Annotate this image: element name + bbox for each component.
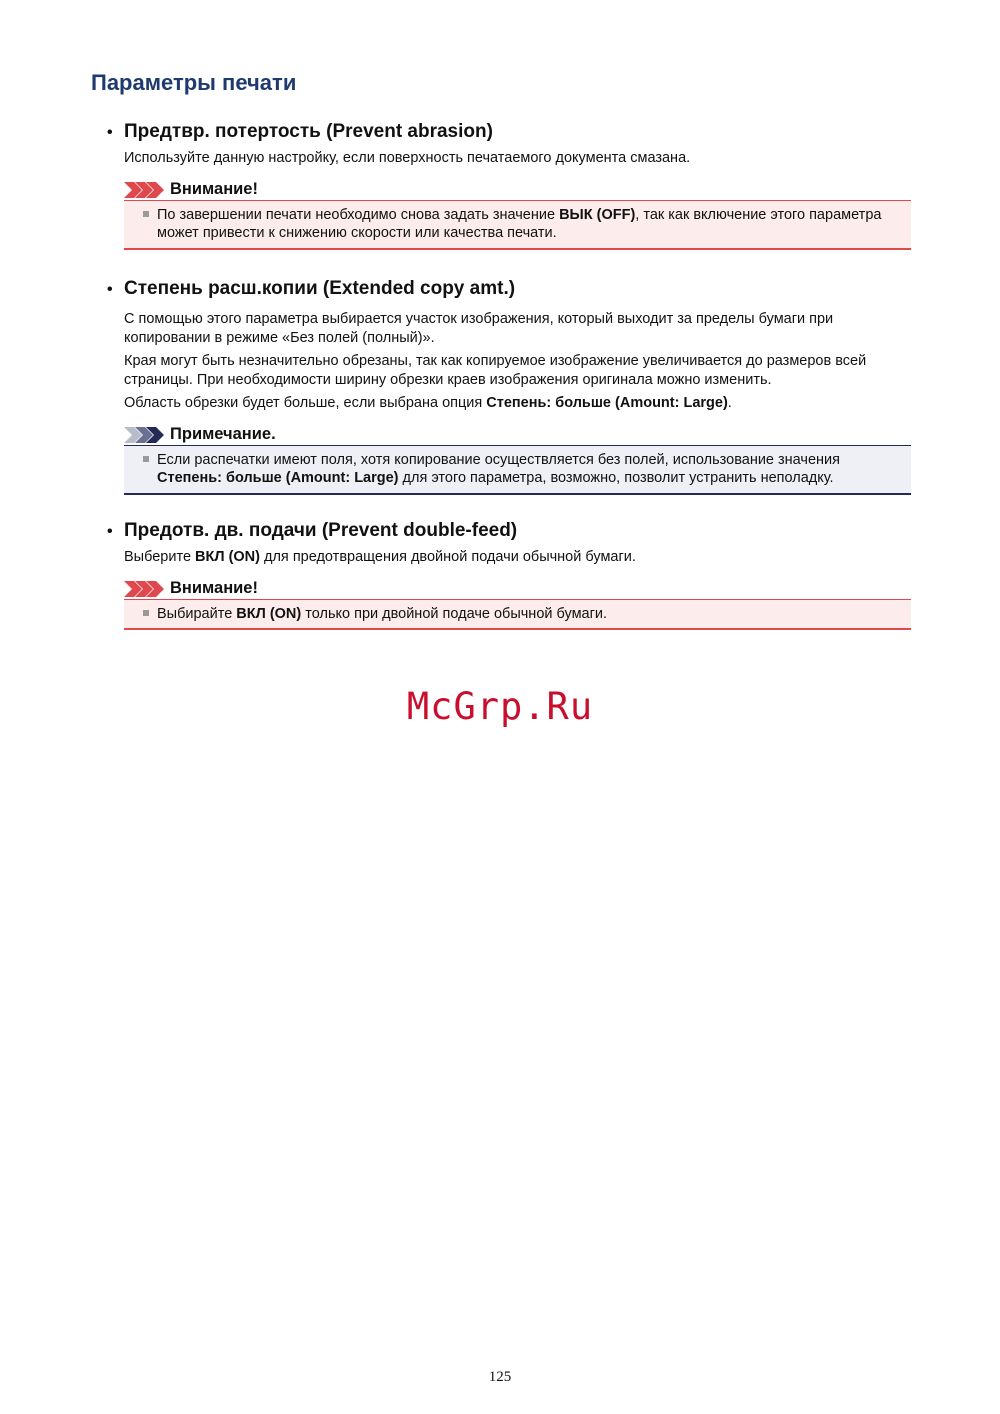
bullet: • (107, 281, 113, 298)
paragraph: Область обрезки будет больше, если выбрана опция Степень: больше (Amount: Large). (124, 395, 732, 411)
page-title: Параметры печати (91, 70, 297, 95)
caution-label: Внимание! (170, 579, 258, 597)
section-heading: Предтвр. потертость (Prevent abrasion) (124, 121, 493, 142)
caution-text: Выбирайте ВКЛ (ON) только при двойной подаче обычной бумаги. (157, 605, 608, 622)
note-label: Примечание. (170, 425, 276, 443)
bullet: • (107, 523, 113, 540)
paragraph: Края могут быть незначительно обрезаны, так как копируемое изображение увеличивается до размеров всей страницы. При необходимости ширину обрезки краев изображения оригинала можно изменить. (124, 353, 867, 388)
paragraph: Используйте данную настройку, если поверхность печатаемого документа смазана. (124, 150, 691, 166)
bullet: • (107, 124, 113, 141)
section-prevent-double-feed (107, 520, 911, 630)
gray-square-icon (143, 211, 149, 217)
red-chevrons-icon (124, 581, 164, 597)
section-extended-copy (107, 278, 911, 495)
note-text: Если распечатки имеют поля, хотя копирование осуществляется без полей, использование значения Степень: больше (Amount: Large) для этого параметра, возможно, позволит устранить неполадку. (157, 451, 841, 486)
watermark: McGrp.Ru (406, 685, 594, 728)
gray-square-icon (143, 456, 149, 462)
note-box (124, 425, 911, 495)
page-number: 125 (488, 1369, 512, 1385)
caution-text: По завершении печати необходимо снова задать значение ВЫК (OFF), так как включение этого параметра может привести к снижению скорости или качества печати. (157, 206, 882, 241)
navy-chevrons-icon (124, 427, 164, 443)
caution-label: Внимание! (170, 180, 258, 198)
gray-square-icon (143, 610, 149, 616)
red-chevrons-icon (124, 182, 164, 198)
section-heading: Степень расш.копии (Extended copy amt.) (124, 278, 516, 299)
section-prevent-abrasion (107, 121, 911, 250)
paragraph: С помощью этого параметра выбирается участок изображения, который выходит за пределы бумаги при копировании в режиме «Без полей (полный)». (124, 311, 834, 346)
section-heading: Предотв. дв. подачи (Prevent double-feed) (124, 520, 518, 541)
paragraph: Выберите ВКЛ (ON) для предотвращения двойной подачи обычной бумаги. (124, 549, 636, 565)
caution-box (124, 579, 911, 631)
caution-box (124, 180, 911, 250)
